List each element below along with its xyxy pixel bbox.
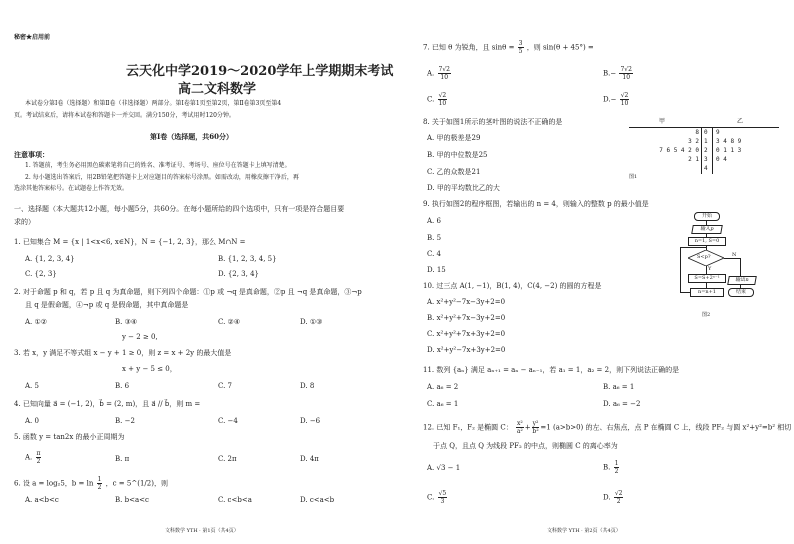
exam-subject: 高二文科数学 (178, 82, 257, 97)
stem-header-left: 甲 (659, 118, 666, 125)
flow-output: 输出n (727, 276, 757, 285)
q7-option-a: A. $\frac{7√2}{10}$ (427, 66, 450, 81)
q5-option-d: D. 4π (300, 455, 319, 463)
q4-option-c: C. −4 (218, 417, 238, 425)
q10-option-a: A. x²+y²−7x−3y+2=0 (427, 298, 506, 306)
notes-title: 注意事项： (14, 150, 49, 159)
q10-option-d: D. x²+y²−7x+3y+2=0 (427, 346, 506, 354)
flow-caption: 图2 (702, 312, 711, 318)
stem-leaves-right: 3 4 8 9 (716, 138, 742, 145)
intro-line-2: 页。考试结束后，请将本试卷和答题卡一并交回。满分150分，考试用时120分钟。 (14, 112, 235, 119)
question-9: 9. 执行如图2的程序框图，若输出的 n = 4，则输入的整数 p 的最小值是 (423, 200, 649, 208)
question-1: 1. 已知集合 M = {x | 1<x<6, x∈N}，N = {−1, 2, 3}，那么 M∩N = (14, 238, 246, 246)
flow-init: n=1, S=0 (688, 237, 726, 246)
stem-leaves-left: 8 (695, 129, 699, 136)
q12-option-d: D. $\frac{√2}{2}$ (603, 490, 623, 505)
q9-option-b: B. 5 (427, 234, 442, 242)
note-1: 1. 答题前，考生务必用黑色碳素笔将自己的姓名、准考证号、考场号、座位号在答题卡上填写清楚。 (25, 162, 291, 169)
stem-leaves-left: 3 2 (688, 138, 699, 145)
q3-option-a: A. 5 (25, 382, 39, 390)
page-footer-left: 文科数学 YTH · 第1页（共4页） (165, 528, 239, 534)
q4-option-d: D. −6 (300, 417, 321, 425)
flow-yes-label: Y (708, 266, 712, 272)
q11-option-c: C. a₆ = 1 (427, 400, 459, 408)
q8-option-b: B. 甲的中位数是25 (427, 151, 488, 159)
question-8: 8. 关于如图1所示的茎叶图的说法不正确的是 (423, 118, 563, 126)
stem-leaves-left: 7 6 5 4 2 0 (659, 147, 699, 154)
q3-constraint-1: y − 2 ≥ 0, (122, 333, 158, 341)
stem-header-rule (629, 127, 779, 128)
stem-value: 3 (704, 156, 708, 163)
stem-leaf-plot (629, 118, 779, 178)
q10-option-b: B. x²+y²+7x−3y+2=0 (427, 314, 506, 322)
stem-leaves-right: 0 1 1 3 (716, 147, 742, 154)
part1-line-1: 一、选择题（本大题共12小题，每小题5分，共60分。在每小题所给的四个选项中，只有一项是符合题目要 (14, 205, 345, 213)
stem-divider-left (701, 128, 702, 174)
stem-value: 1 (704, 138, 708, 145)
stem-value: 2 (704, 147, 708, 154)
question-5: 5. 函数 y = tan2x 的最小正周期为 (14, 433, 125, 441)
q9-option-c: C. 4 (427, 250, 442, 258)
q7-option-b: B.− $\frac{7√2}{10}$ (603, 66, 632, 81)
q3-option-b: B. 6 (115, 382, 130, 390)
q12-option-c: C. $\frac{√5}{3}$ (427, 490, 447, 505)
q11-option-a: A. a₆ = 2 (427, 383, 459, 391)
question-10: 10. 过三点 A(1, −1)，B(1, 4)，C(4, −2) 的圆的方程是 (423, 282, 602, 290)
right-page (397, 0, 794, 544)
q1-option-b: B. {1, 2, 3, 4, 5} (218, 255, 277, 263)
question-4: 4. 已知向量 a⃗ = (−1, 2)，b⃗ = (2, m)，且 a⃗ // b⃗，则 m = (14, 400, 201, 408)
note-2-line-1: 2. 每小题选出答案后，用2B铅笔把答题卡上对应题目的答案标号涂黑。如需改动，用橡皮擦干净后，再 (25, 174, 299, 181)
flow-condition: S<p? (697, 254, 711, 260)
q9-option-d: D. 15 (427, 266, 446, 274)
flow-end: 结束 (728, 288, 754, 297)
q3-option-c: C. 7 (218, 382, 233, 390)
stem-caption: 图1 (629, 174, 638, 180)
question-12-line-2: 于点 Q，且点 Q 为线段 PF₂ 的中点，则椭圆 C 的离心率为 (433, 442, 618, 450)
exam-title: 云天化中学2019～2020学年上学期期末考试 (126, 64, 394, 79)
q5-option-b: B. π (115, 455, 130, 463)
q9-option-a: A. 6 (427, 217, 441, 225)
stem-value: 0 (704, 129, 708, 136)
q12-option-b: B. $\frac{1}{2}$ (603, 460, 619, 475)
q10-option-c: C. x²+y²+7x+3y+2=0 (427, 330, 506, 338)
q2-option-d: D. ①③ (300, 318, 323, 326)
page-footer-right: 文科数学 YTH · 第2页（共4页） (547, 528, 621, 534)
question-6: 6. 设 a = log₂5，b = ln $\frac{1}{2}$ ，c = 5^(1/2)，则 (14, 476, 168, 491)
q4-option-a: A. 0 (25, 417, 39, 425)
question-2-line-2: 且 q 是假命题，④¬p 或 q 是假命题，其中真命题是 (25, 301, 189, 309)
q2-option-c: C. ②④ (218, 318, 241, 326)
question-12: 12. 已知 F₁，F₂ 是椭圆 C： $\frac{\text{x²}}{\text{a²}}$ + $\frac{\text{y²}}{\text{b²}}$ =1 (a>b>0) 的左、右焦点，点 P 在椭圆 C 上，线段 PF₂ 与圆 x²+y²=b² 相切 (423, 420, 792, 435)
intro-line-1: 本试卷分第Ⅰ卷（选择题）和第Ⅱ卷（非选择题）两部分。第Ⅰ卷第1页至第2页，第Ⅱ卷第3页至第4 (25, 100, 282, 107)
q3-option-d: D. 8 (300, 382, 315, 390)
section-title: 第Ⅰ卷（选择题，共60分） (150, 132, 234, 141)
q3-constraint-3: x + y − 5 ≤ 0， (122, 365, 177, 373)
q2-option-a: A. ①② (25, 318, 48, 326)
stem-header-right: 乙 (737, 118, 744, 125)
stem-divider-right (712, 128, 713, 174)
q5-option-c: C. 2π (218, 455, 237, 463)
q6-option-c: C. c<b<a (218, 496, 252, 504)
q5-option-a: A. $\frac{\pi}{2}$ (25, 450, 41, 465)
flowchart (672, 212, 762, 324)
question-7: 7. 已知 θ 为锐角，且 sinθ = $\frac{3}{5}$ ，则 sin(θ + 45°) = (423, 40, 594, 55)
q7-option-c: C. $\frac{√2}{10}$ (427, 92, 447, 107)
flow-step-sum: S=S+2ⁿ⁻¹ (688, 274, 726, 283)
q8-option-d: D. 甲的平均数比乙的大 (427, 184, 500, 192)
question-2-line-1: 2. 对于命题 p 和 q，若 p 且 q 为真命题，则下列四个命题：①p 或 ¬q 是真命题，②p 且 ¬q 是真命题，③¬p (14, 288, 362, 296)
q6-option-b: B. b<a<c (115, 496, 149, 504)
question-11: 11. 数列 {aₙ} 满足 aₙ₊₁ = aₙ − aₙ₋₁，若 a₁ = 1，a₂ = 2，则下列说法正确的是 (423, 366, 680, 374)
q6-option-a: A. a<b<c (25, 496, 59, 504)
q1-option-a: A. {1, 2, 3, 4} (25, 255, 75, 263)
q8-option-c: C. 乙的众数是21 (427, 168, 481, 176)
stem-leaves-left: 2 1 (688, 156, 699, 163)
q8-option-a: A. 甲的极差是29 (427, 134, 481, 142)
q1-option-d: D. {2, 3, 4} (218, 270, 259, 278)
stem-value: 4 (704, 165, 708, 172)
q7-option-d: D.− $\frac{√2}{10}$ (603, 92, 629, 107)
note-2-line-2: 选涂其他答案标号。在试题卷上作答无效。 (14, 185, 129, 192)
q11-option-d: D. a₆ = −2 (603, 400, 641, 408)
q2-option-b: B. ③④ (115, 318, 138, 326)
secret-tag: 秘密★启用前 (14, 34, 51, 41)
part1-line-2: 求的） (14, 218, 35, 226)
q6-option-d: D. c<a<b (300, 496, 335, 504)
flow-input: 输入p (691, 225, 723, 234)
q4-option-b: B. −2 (115, 417, 135, 425)
flow-step-increment: n=n+1 (690, 288, 724, 297)
flow-start: 开始 (694, 212, 720, 221)
q12-option-a: A. √3 − 1 (427, 464, 461, 472)
stem-leaves-right: 0 4 (716, 156, 727, 163)
q1-option-c: C. {2, 3} (25, 270, 57, 278)
q11-option-b: B. a₆ = 1 (603, 383, 635, 391)
flow-no-label: N (732, 252, 737, 258)
question-3: 3. 若 x，y 满足不等式组 x − y + 1 ≥ 0，则 z = x + 2y 的最大值是 (14, 349, 232, 357)
stem-leaves-right: 9 (716, 129, 720, 136)
